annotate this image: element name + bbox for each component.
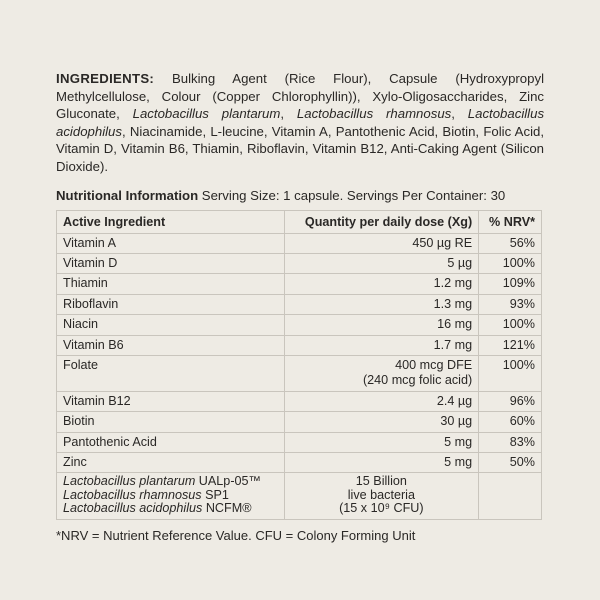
strain-line [63,489,278,503]
table-row [57,412,542,432]
table-row [57,253,542,273]
table-row [57,355,542,391]
ingredient-name: Vitamin A [57,233,285,253]
ingredients-text: , [280,106,297,122]
ingredient-nrv: 56% [479,233,542,253]
nutrition-heading [56,187,544,204]
ingredient-name: Biotin [57,412,285,432]
ingredient-name: Thiamin [57,274,285,294]
probiotic-quantity [284,473,479,520]
table-header-row [57,210,542,233]
ingredients-heading: INGREDIENTS: [56,71,155,86]
ingredient-nrv: 93% [479,294,542,314]
table-row [57,391,542,411]
ingredient-quantity: 5 mg [284,432,479,452]
ingredient-nrv: 121% [479,335,542,355]
quantity-line: 400 mcg DFE [395,357,473,372]
table-row [57,294,542,314]
ingredient-name: Zinc [57,453,285,473]
strain-species: Lactobacillus plantarum [63,474,196,489]
ingredient-nrv: 100% [479,253,542,273]
ingredients-paragraph [56,70,544,176]
ingredient-quantity: 16 mg [284,315,479,335]
ingredient-nrv: 100% [479,315,542,335]
header-active-ingredient: Active Ingredient [57,210,285,233]
ingredient-quantity: 30 µg [284,412,479,432]
ingredient-quantity: 1.7 mg [284,335,479,355]
ingredient-nrv: 96% [479,391,542,411]
ingredient-species: Lactobacillus plantarum [132,106,281,122]
ingredient-nrv: 83% [479,432,542,452]
probiotic-row [57,473,542,520]
ingredient-name: Riboflavin [57,294,285,314]
nutrition-title: Nutritional Information [56,187,199,203]
table-row [57,274,542,294]
ingredients-text: , Niacinamide, L-leucine, Vitamin A, Pantothenic Acid, Biotin, Folic Acid, Vitamin D, Vitamin B6, Thiamin, Riboflavin, Vitamin B12, Anti-Caking Agent (Silicon Dioxide). [56,123,544,174]
ingredient-name: Vitamin B6 [57,335,285,355]
ingredient-nrv: 50% [479,453,542,473]
ingredient-nrv: 60% [479,412,542,432]
ingredients-text: , [451,106,468,122]
ingredient-species: Lactobacillus rhamnosus [296,106,452,122]
ingredient-nrv: 100% [479,355,542,391]
ingredient-quantity: 2.4 µg [284,391,479,411]
ingredient-quantity: 450 µg RE [284,233,479,253]
ingredient-nrv: 109% [479,274,542,294]
ingredients-text: Bulking Agent (Rice Flour), Capsule (Hydroxypropyl Methylcellulose, Colour (Copper Chlorophyllin)), Xylo-Oligosaccharides, Zinc Gluconate, [56,71,544,122]
table-row [57,453,542,473]
ingredient-name: Vitamin D [57,253,285,273]
strain-line [63,475,278,489]
ingredient-name: Pantothenic Acid [57,432,285,452]
supplement-label [56,70,544,544]
ingredient-quantity: 5 µg [284,253,479,273]
strain-code: UALp-05™ [195,474,262,489]
ingredient-quantity [284,355,479,391]
table-row [57,233,542,253]
header-quantity: Quantity per daily dose (Xg) [284,210,479,233]
probiotic-nrv [479,473,542,520]
quantity-line: live bacteria [347,487,415,502]
ingredient-species: Lactobacillus acidophilus [56,106,545,139]
strain-species: Lactobacillus rhamnosus [63,487,202,502]
quantity-line: (240 mcg folic acid) [362,372,473,387]
probiotic-strains [57,473,285,520]
nrv-footnote: *NRV = Nutrient Reference Value. CFU = Colony Forming Unit [56,527,416,543]
strain-species: Lactobacillus acidophilus [63,501,203,516]
serving-info: Serving Size: 1 capsule. Servings Per Container: 30 [198,187,506,203]
quantity-line: 15 Billion [355,474,407,489]
table-row [57,432,542,452]
table-row [57,335,542,355]
ingredient-name: Folate [57,355,285,391]
ingredient-quantity: 5 mg [284,453,479,473]
strain-code: SP1 [201,487,229,502]
strain-code: NCFM® [202,501,252,516]
nutrition-table [56,210,542,520]
ingredient-quantity: 1.3 mg [284,294,479,314]
header-nrv: % NRV* [479,210,542,233]
table-row [57,315,542,335]
ingredient-quantity: 1.2 mg [284,274,479,294]
ingredient-name: Niacin [57,315,285,335]
strain-line [63,502,278,516]
ingredient-name: Vitamin B12 [57,391,285,411]
quantity-line: (15 x 10⁹ CFU) [339,501,424,516]
